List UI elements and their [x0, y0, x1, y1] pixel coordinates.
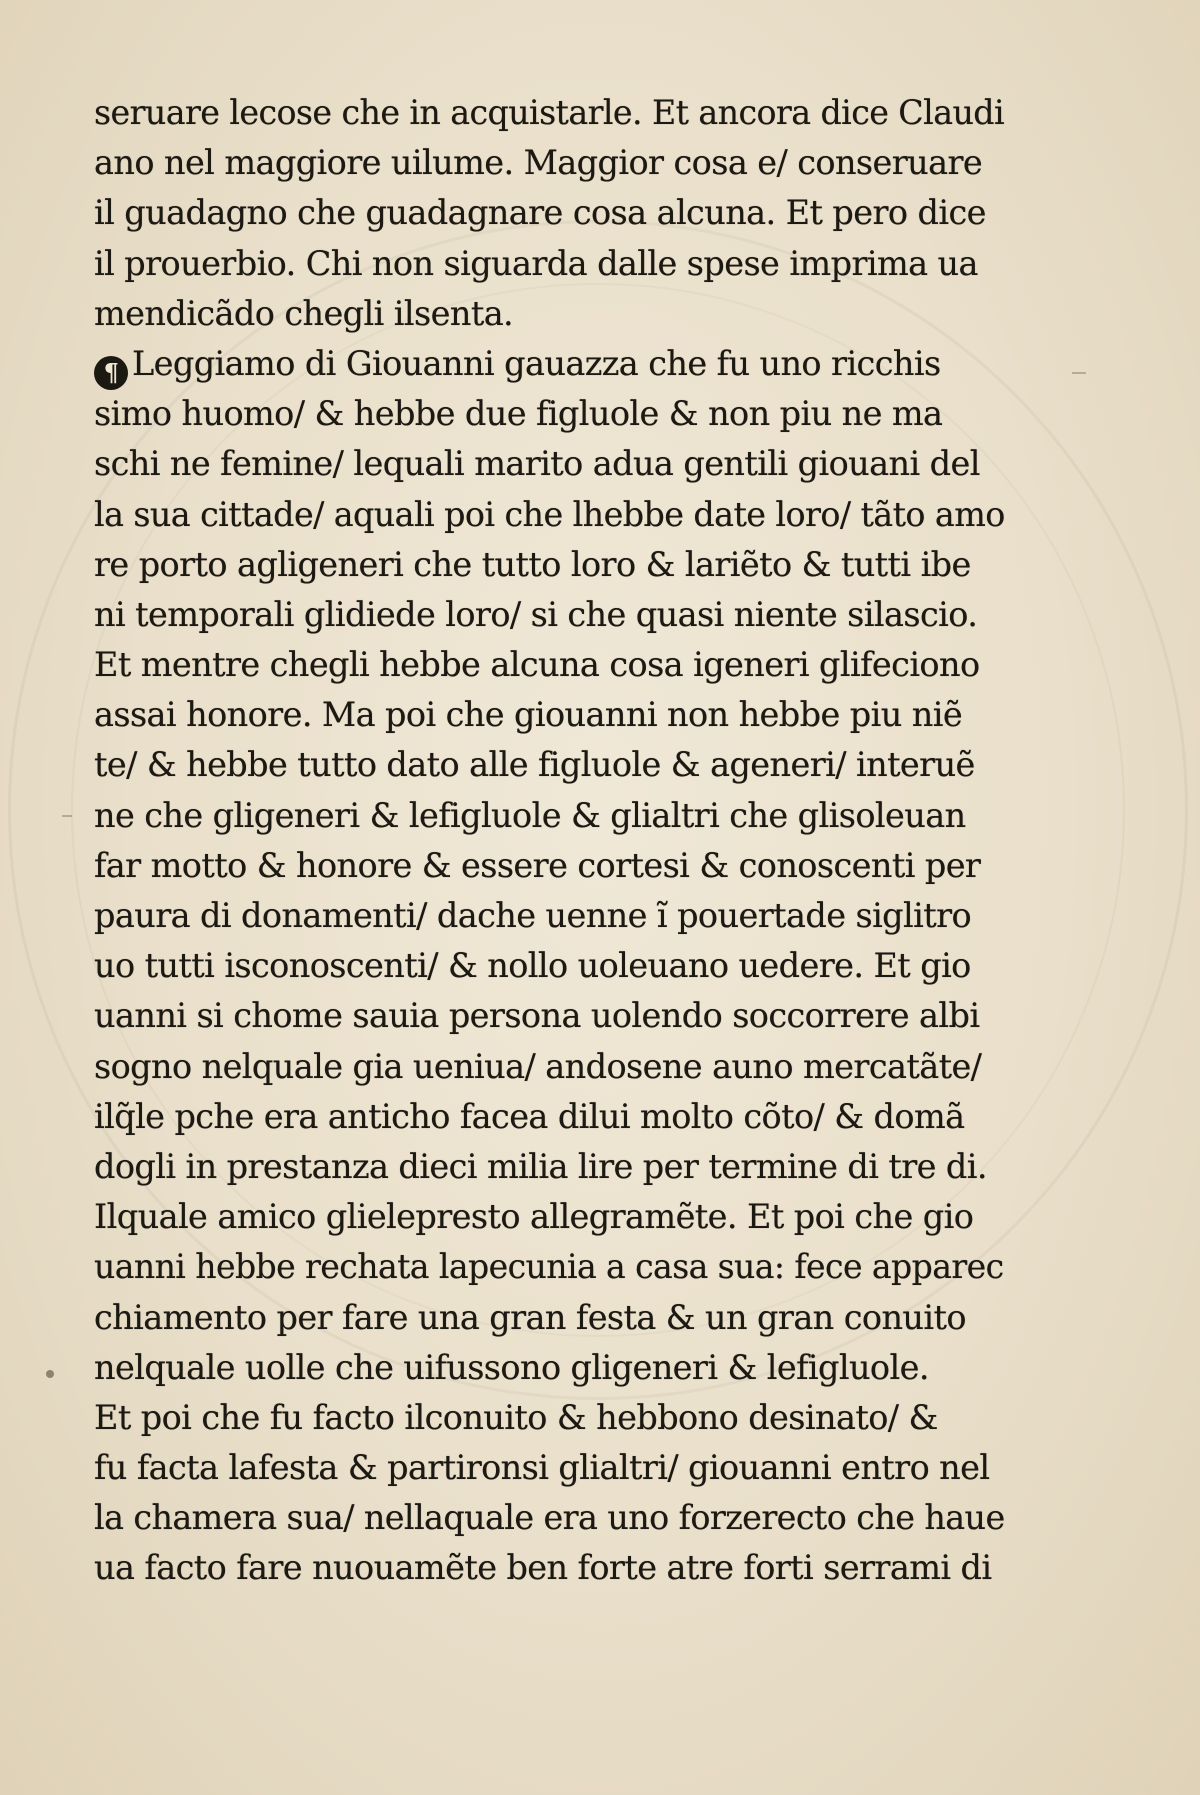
text-line: ne che gligeneri & lefigluole & glialtri che glisoleuan [94, 795, 966, 835]
text-line: schi ne femine/ lequali marito adua gentili giouani del [94, 444, 980, 484]
text-line: mendicãdo chegli ilsenta. [94, 293, 514, 333]
text-line: uanni hebbe rechata lapecunia a casa sua: fece apparec [94, 1247, 1004, 1287]
text-line: la sua cittade/ aquali poi che lhebbe date loro/ tãto amo [94, 494, 1005, 534]
text-line: te/ & hebbe tutto dato alle figluole & ageneri/ interuẽ [94, 745, 975, 785]
margin-mark [62, 815, 72, 817]
text-line: far motto & honore & essere cortesi & conoscenti per [94, 845, 981, 885]
text-line: Ilquale amico glielepresto allegramẽte. Et poi che gio [94, 1197, 974, 1237]
text-line: sogno nelquale gia ueniua/ andosene auno mercatãte/ [94, 1046, 982, 1086]
text-line: Leggiamo di Giouanni gauazza che fu uno ricchis [132, 343, 941, 383]
text-line: simo huomo/ & hebbe due figluole & non piu ne ma [94, 394, 943, 434]
text-line: la chamera sua/ nellaquale era uno forzerecto che haue [94, 1498, 1005, 1538]
text-line: assai honore. Ma poi che giouanni non hebbe piu niẽ [94, 695, 963, 735]
margin-mark [1072, 372, 1086, 374]
text-line: ilq̃le pche era anticho facea dilui molto cõto/ & domã [94, 1096, 965, 1136]
text-block [94, 88, 1004, 1594]
text-line: ano nel maggiore uilume. Maggior cosa e/ conseruare [94, 143, 983, 183]
text-line: uo tutti isconoscenti/ & nollo uoleuano uedere. Et gio [94, 946, 971, 986]
text-line: il guadagno che guadagnare cosa alcuna. Et pero dice [94, 193, 986, 233]
ink-speck [46, 1370, 54, 1378]
text-line: Et mentre chegli hebbe alcuna cosa igeneri glifeciono [94, 645, 980, 685]
text-line: seruare lecose che in acquistarle. Et ancora dice Claudi [94, 93, 1005, 132]
text-line: ua facto fare nuouamẽte ben forte atre forti serrami di [94, 1548, 992, 1588]
text-line: chiamento per fare una gran festa & un gran conuito [94, 1297, 966, 1337]
text-line: dogli in prestanza dieci milia lire per termine di tre di. [94, 1146, 987, 1186]
paragraph-mark-icon: ¶ [94, 356, 128, 390]
text-line: Et poi che fu facto ilconuito & hebbono desinato/ & [94, 1397, 938, 1437]
text-line: re porto agligeneri che tutto loro & lariẽto & tutti ibe [94, 544, 971, 584]
text-line: fu facta lafesta & partironsi glialtri/ giouanni entro nel [94, 1448, 990, 1488]
text-line: il prouerbio. Chi non siguarda dalle spese imprima ua [94, 243, 978, 283]
paragraph-start-line [94, 339, 1004, 389]
text-line: nelquale uolle che uifussono gligeneri & lefigluole. [94, 1347, 929, 1387]
text-line: ni temporali glidiede loro/ si che quasi niente silascio. [94, 594, 978, 634]
text-line: uanni si chome sauia persona uolendo soccorrere albi [94, 996, 980, 1036]
text-line: paura di donamenti/ dache uenne ĩ pouertade siglitro [94, 896, 972, 935]
